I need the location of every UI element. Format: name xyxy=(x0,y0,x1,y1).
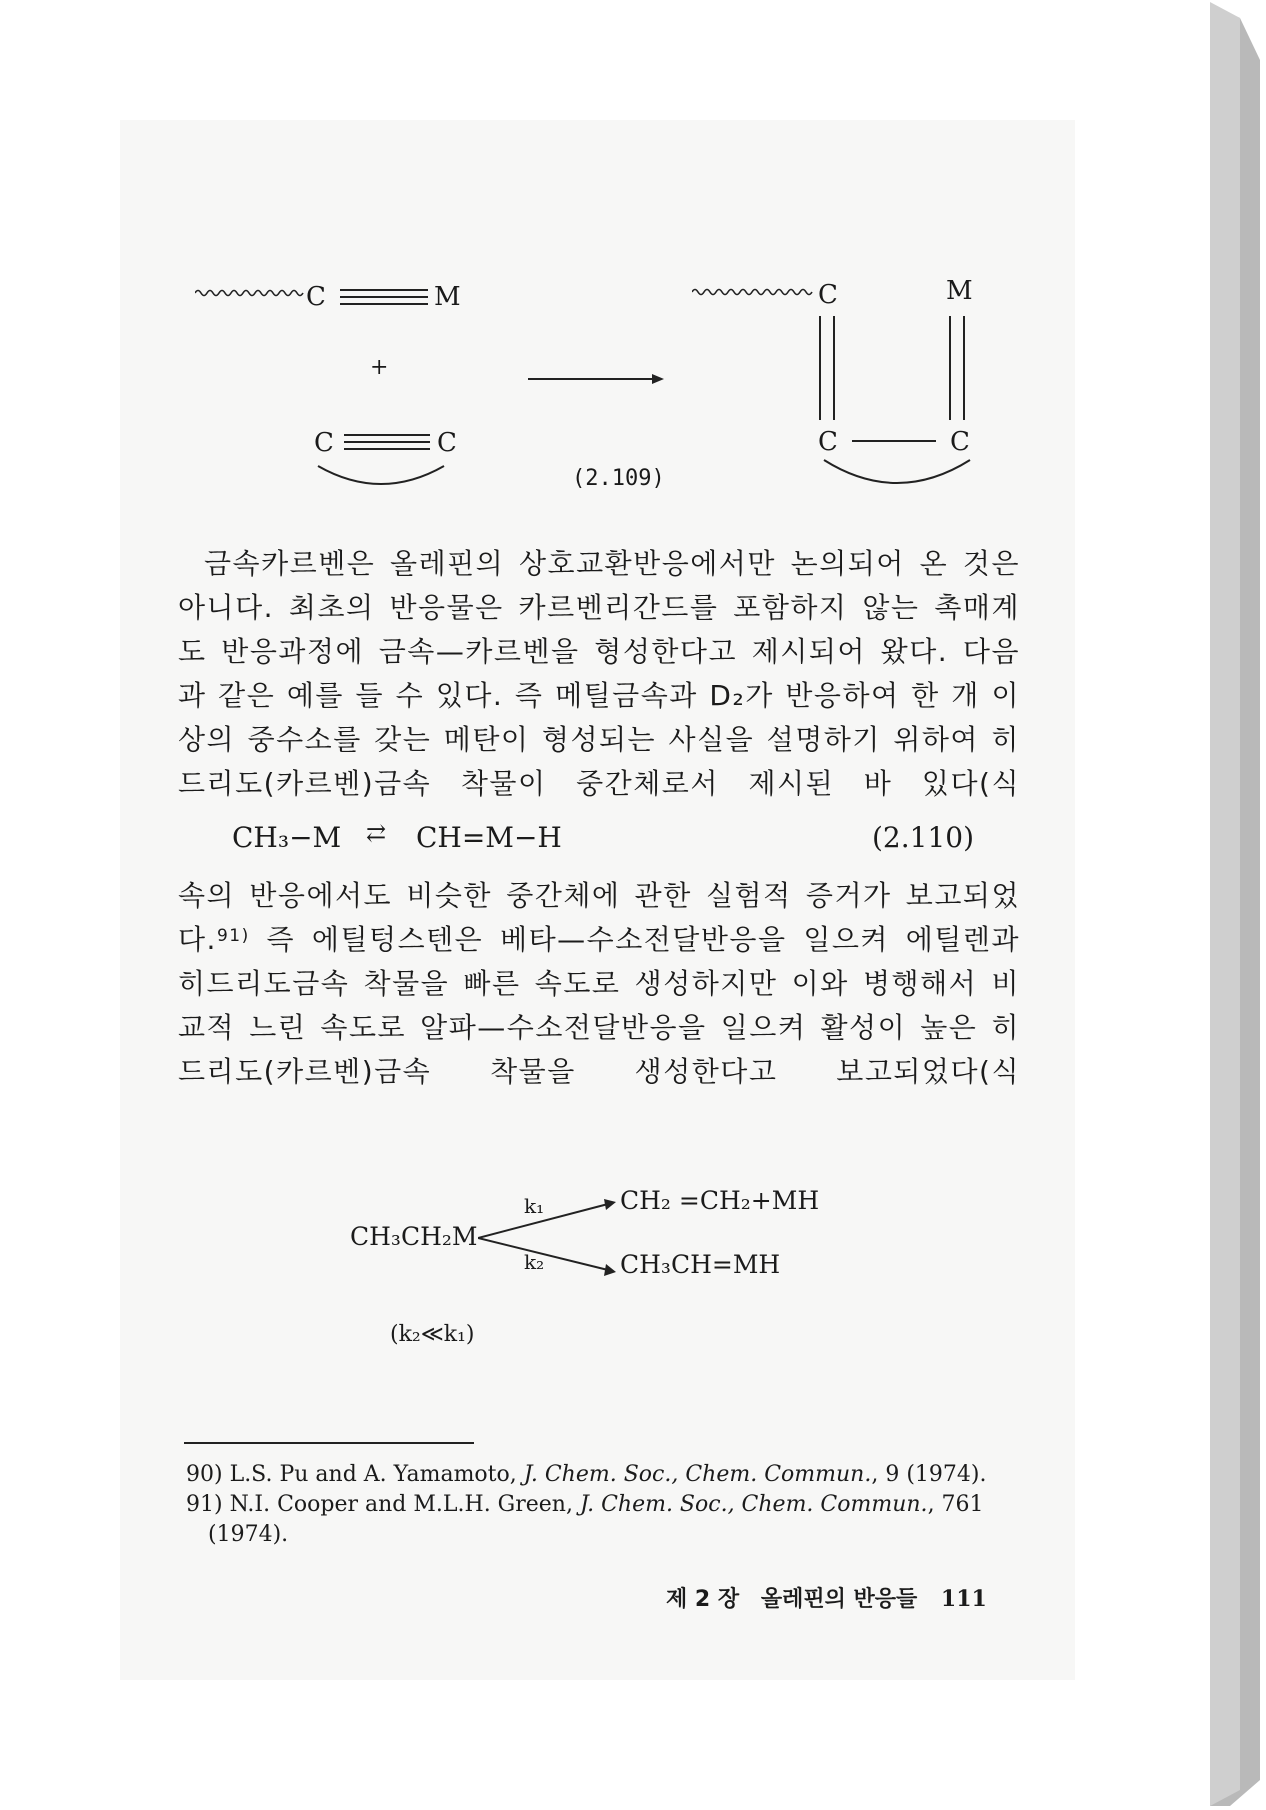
equilibrium-arrow: ⇄ xyxy=(366,819,387,847)
chapter-title: 올레핀의 반응들 xyxy=(760,1587,918,1612)
chapter-label: 제 2 장 xyxy=(666,1587,740,1612)
atom-c-top-right: C xyxy=(818,280,838,310)
rate-constant-k1: k₁ xyxy=(524,1194,545,1218)
footnote-year: (1974). xyxy=(208,1522,289,1547)
ring-arc-right xyxy=(822,454,972,494)
atom-c-bottom-right-2: C xyxy=(950,427,970,457)
plus-sign: + xyxy=(370,355,389,380)
paragraph-2-text-a: 속의 반응에서도 비슷한 중간체에 관한 실험적 증거가 보고되었다. xyxy=(178,879,1020,956)
reference-91-first: 91) xyxy=(216,926,250,946)
footnote-authors: N.I. Cooper and M.L.H. Green, xyxy=(229,1492,580,1517)
footnote-rule xyxy=(184,1442,474,1444)
page-number: 111 xyxy=(940,1586,987,1612)
atom-m-top-left: M xyxy=(434,282,461,312)
footnote-authors: L.S. Pu and A. Yamamoto, xyxy=(229,1462,524,1487)
paragraph-2 xyxy=(178,874,1020,1094)
polymer-chain-left xyxy=(195,285,315,299)
equation-label-2-110: (2.110) xyxy=(872,821,975,854)
footnote-number: 90) xyxy=(186,1462,223,1487)
atom-c-top-left: C xyxy=(306,282,326,312)
double-bond-vertical-right xyxy=(944,316,974,420)
paragraph-1 xyxy=(178,542,1020,806)
paragraph-1-text: 금속카르벤은 올레핀의 상호교환반응에서만 논의되어 온 것은 아니다. 최초의 반응물은 카르벤리간드를 포함하지 않는 촉매계도 반응과정에 금속—카르벤을 형성한다고 제시되어 왔다. 다음과 같은 예를 들 수 있다. 즉 메틸금속과 D₂가 반응하여 한 개 이상의 중수소를 갖는 메탄이 형성되는 사실을 설명하기 위하여 히드리도(카르벤)금속 착물이 중간체로서 제시된 바 있다(식 xyxy=(178,547,1020,800)
product-ethylene: CH₂ =CH₂+MH xyxy=(620,1186,820,1215)
atom-c-bottom-left-2: C xyxy=(437,428,457,458)
rate-constant-k2: k₂ xyxy=(524,1250,545,1274)
running-footer xyxy=(666,1582,987,1613)
double-bond-vertical-left xyxy=(814,316,844,420)
rate-condition: (k₂≪k₁) xyxy=(390,1322,475,1347)
footnote-journal: J. Chem. Soc., Chem. Commun. xyxy=(523,1462,872,1487)
footnote-91-continued xyxy=(208,1522,288,1547)
product-carbene: CH₃CH=MH xyxy=(620,1250,781,1279)
reactant: CH₃CH₂M xyxy=(350,1222,478,1251)
footnote-journal: J. Chem. Soc., Chem. Commun. xyxy=(579,1492,928,1517)
triple-bond-c-m xyxy=(340,288,428,308)
ring-arc-left xyxy=(316,462,446,496)
footnote-90 xyxy=(186,1462,986,1487)
atom-c-bottom-left-1: C xyxy=(314,428,334,458)
atom-c-bottom-right-1: C xyxy=(818,427,838,457)
footnote-91 xyxy=(186,1492,984,1517)
footnote-number: 91) xyxy=(186,1492,223,1517)
reaction-arrow xyxy=(528,372,664,386)
polymer-chain-right xyxy=(692,282,814,298)
atom-m-top-right: M xyxy=(946,276,973,306)
footnote-tail: , 761 xyxy=(927,1492,984,1517)
paragraph-2-text-b: 즉 에틸텅스텐은 베타—수소전달반응을 일으켜 에틸렌과 히드리도금속 착물을 빠른 속도로 생성하지만 이와 병행해서 비교적 느린 속도로 알파—수소전달반응을 일으켜 활성이 높은 히드리도(카르벤)금속 착물을 생성한다고 보고되었다(식 xyxy=(178,923,1020,1088)
footnote-tail: , 9 (1974). xyxy=(871,1462,987,1487)
equation-right: CH=M−H xyxy=(416,821,562,854)
equation-left: CH₃−M xyxy=(232,821,342,854)
triple-bond-c-c xyxy=(344,433,430,453)
branching-arrows xyxy=(478,1196,618,1280)
single-bond-c-c xyxy=(852,438,936,444)
equation-label-2-109: (2.109) xyxy=(572,466,665,491)
